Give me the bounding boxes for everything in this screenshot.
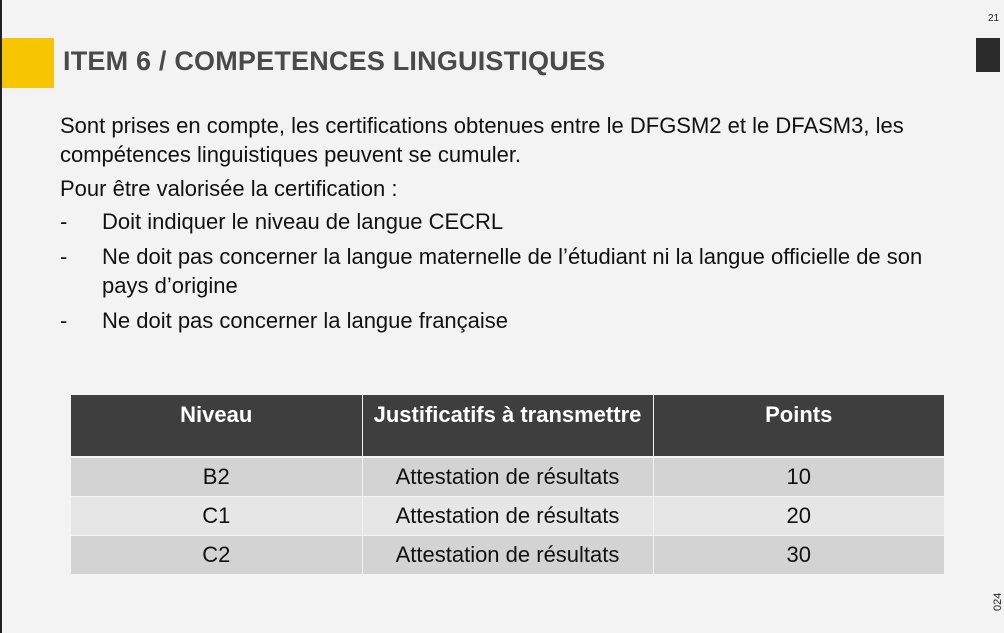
header-points: Points <box>653 395 944 457</box>
certification-table <box>71 395 944 575</box>
list-item <box>60 242 940 300</box>
header-justificatifs: Justificatifs à transmettre <box>362 395 653 457</box>
page-number: 21 <box>988 13 1000 24</box>
bullet-dash: - <box>60 209 68 234</box>
slide-title: ITEM 6 / COMPETENCES LINGUISTIQUES <box>63 46 606 76</box>
left-edge-rule <box>0 0 2 633</box>
table-row <box>71 536 944 575</box>
cell-justificatif: Attestation de résultats <box>362 536 653 575</box>
header-niveau: Niveau <box>71 395 362 457</box>
bullet-dash: - <box>60 308 68 333</box>
list-item-text: Ne doit pas concerner la langue maternelle de l’étudiant ni la langue officielle de son pays d’origine <box>102 244 923 298</box>
condition-list <box>60 207 940 335</box>
list-item <box>60 207 940 236</box>
list-item-text: Doit indiquer le niveau de langue CECRL <box>102 209 504 234</box>
cell-justificatif: Attestation de résultats <box>362 457 653 497</box>
cell-points: 20 <box>653 497 944 536</box>
cell-points: 10 <box>653 457 944 497</box>
cell-points: 30 <box>653 536 944 575</box>
table-row <box>71 457 944 497</box>
intro-paragraph: Sont prises en compte, les certifications obtenues entre le DFGSM2 et le DFASM3, les compétences linguistiques peuvent se cumuler. <box>60 113 904 167</box>
cell-niveau: B2 <box>71 457 362 497</box>
cell-niveau: C2 <box>71 536 362 575</box>
table-header-row <box>71 395 944 457</box>
list-item <box>60 306 940 335</box>
bullet-dash: - <box>60 244 68 269</box>
title-accent-bar <box>2 38 54 88</box>
condition-intro: Pour être valorisée la certification : <box>60 176 398 201</box>
table-row <box>71 497 944 536</box>
body-text <box>60 111 940 341</box>
cell-justificatif: Attestation de résultats <box>362 497 653 536</box>
cell-niveau: C1 <box>71 497 362 536</box>
edge-year-fragment: 024 <box>992 592 1004 611</box>
list-item-text: Ne doit pas concerner la langue française <box>102 308 509 333</box>
corner-block <box>976 38 1000 72</box>
